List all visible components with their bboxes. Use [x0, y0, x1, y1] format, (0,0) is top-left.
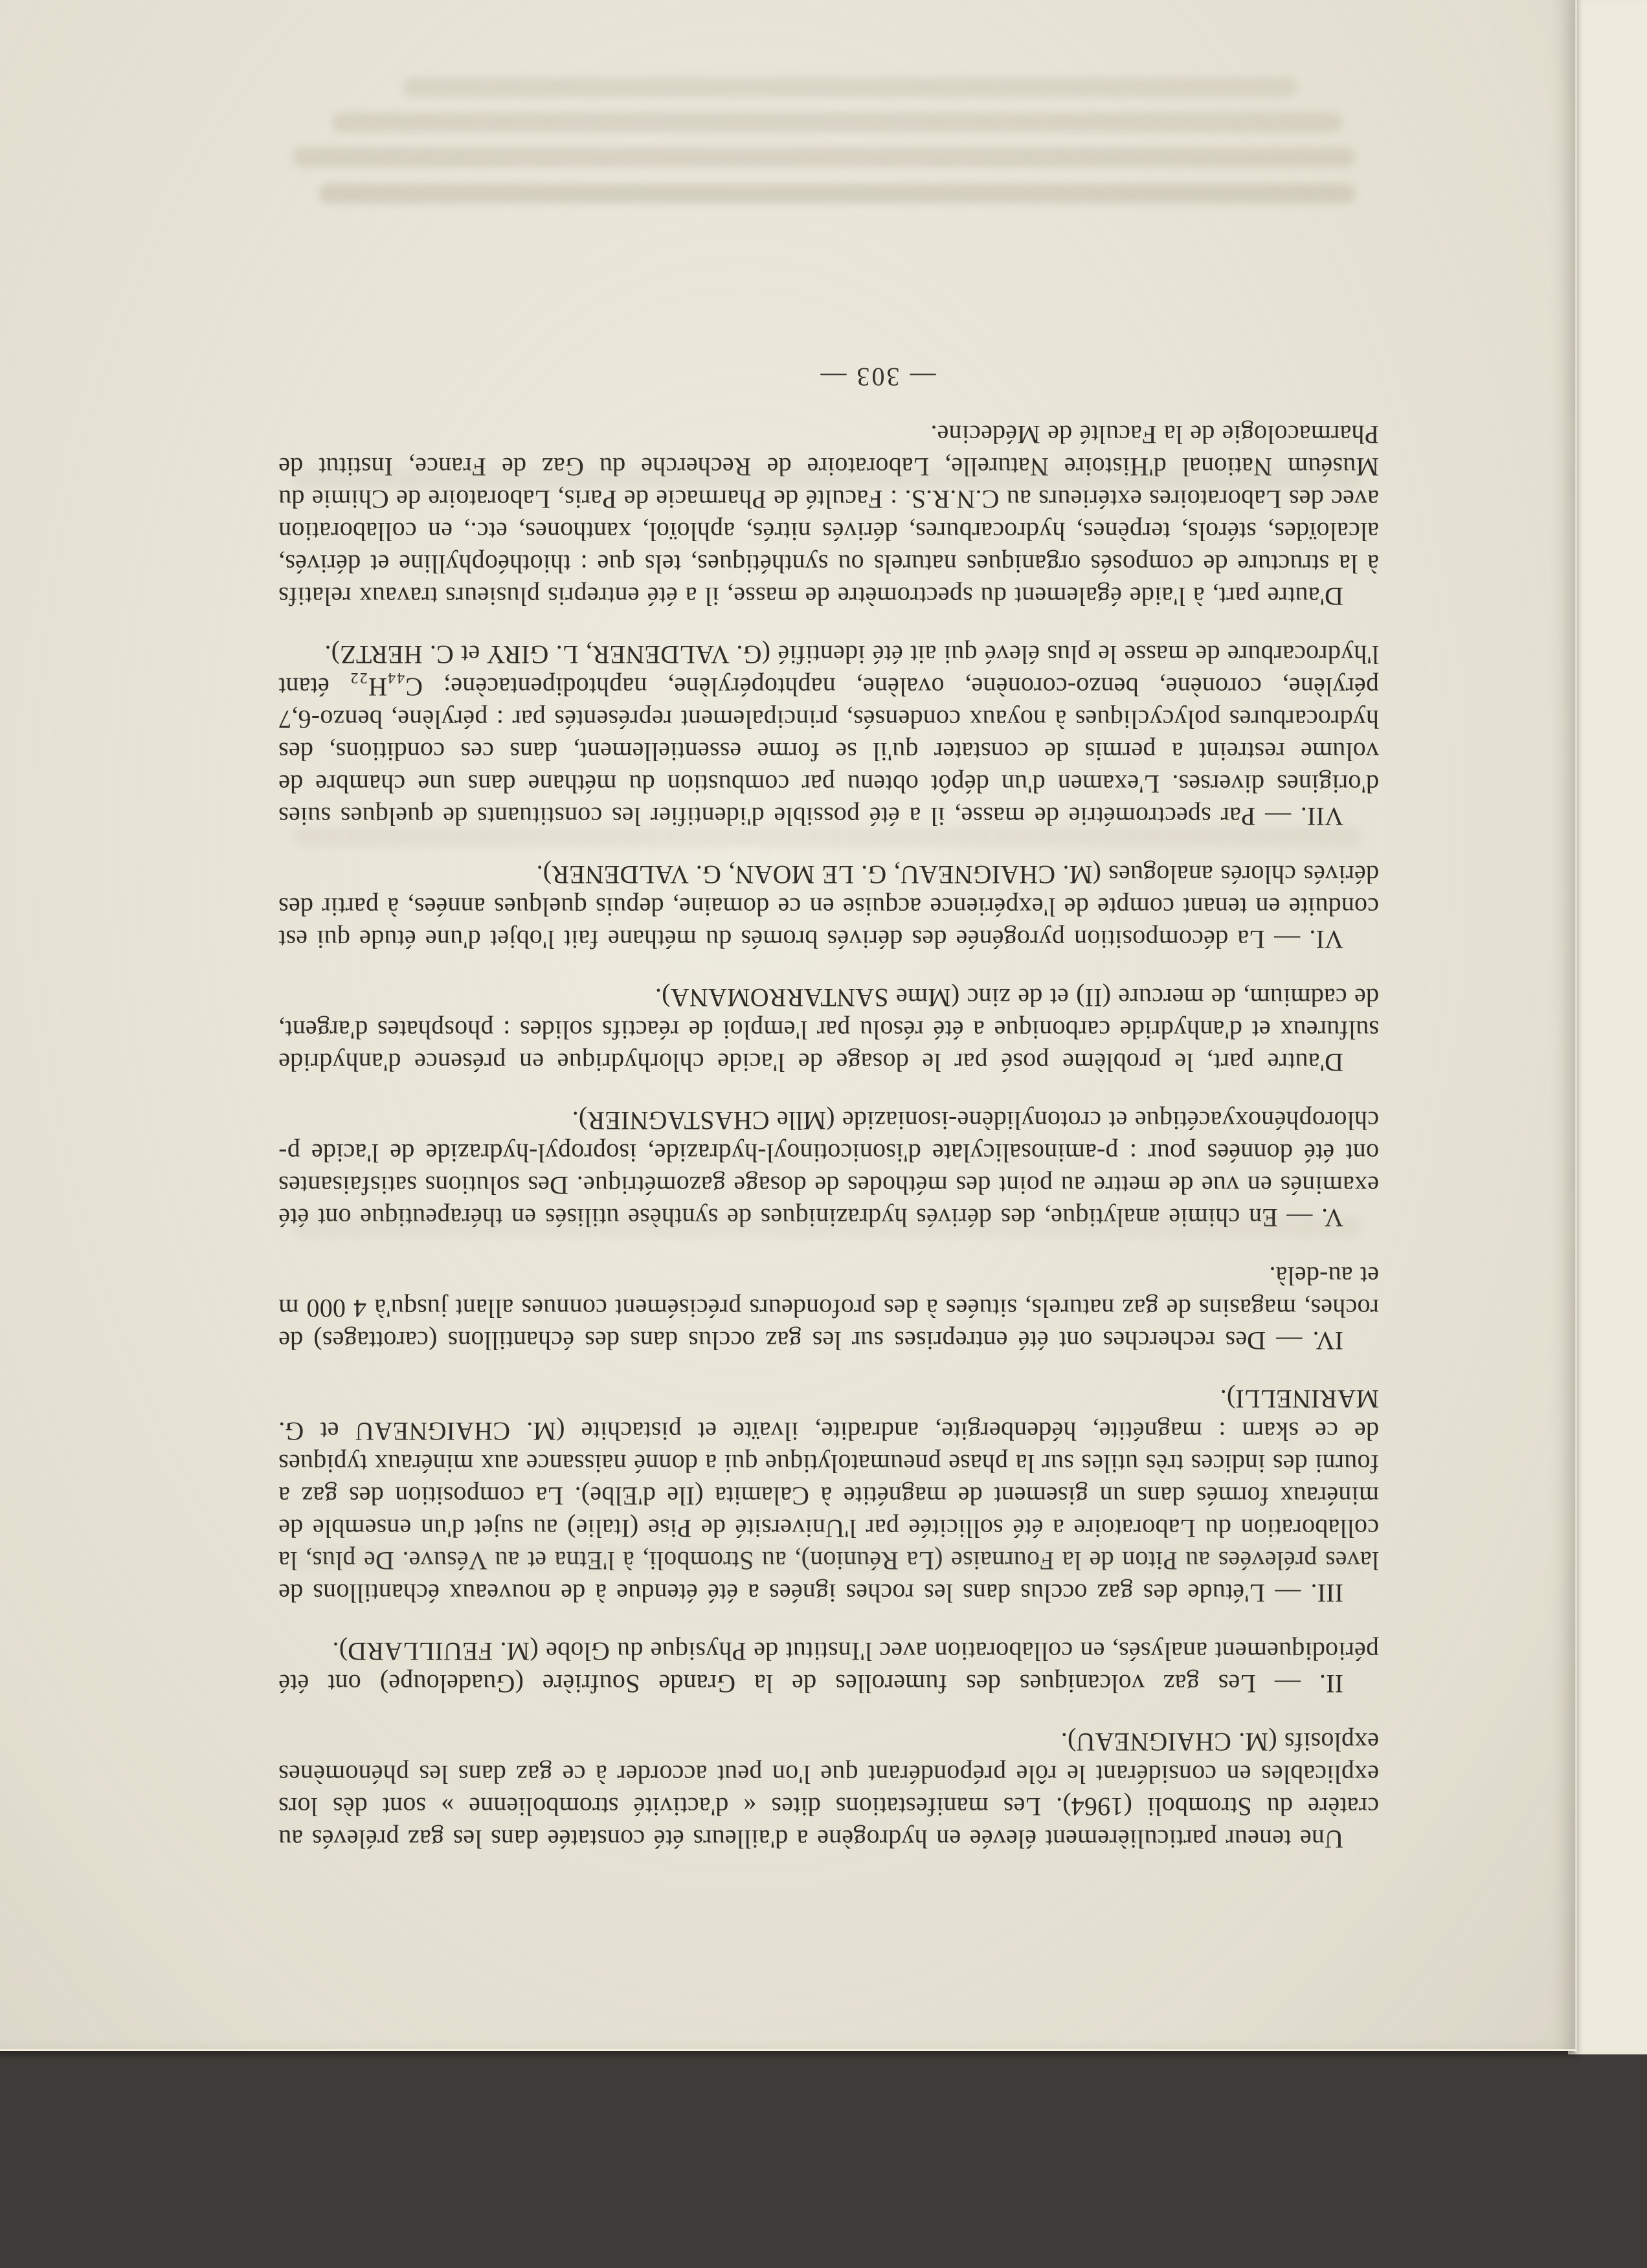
showthrough-ghost-line	[332, 113, 1342, 132]
paragraph-section-vii-bis: D'autre part, à l'aide également du spectromètre de masse, il a été entrepris plusieurs travaux relatifs à la structure de composés organiques naturels ou synthétiques, tels que : thiothéophylline et dérivés, alcaloïdes, stérols, terpènes, hydrocarbures, dérivés nitrés, aphloïol, xanthones, etc., en collaboration avec des Laboratoires extérieurs au C.N.R.S. : Faculté de Pharmacie de Paris, Laboratoire de Chimie du Muséum National d'Histoire Naturelle, Laboratoire de Recherche du Gaz de France, Institut de Pharmacologie de la Faculté de Médecine.	[278, 420, 1379, 611]
paragraph-section-iii: III. — L'étude des gaz occlus dans les roches ignées a été étendue à de nouveaux échantillons de laves prélevées au Piton de la Fournaise (La Réunion), au Stromboli, à l'Etna et au Vésuve. De plus, la collaboration du Laboratoire a été sollicitée par l'Université de Pise (Italie) au sujet d'un ensemble de minéraux formés dans un gisement de magnétite à Calamita (Ile d'Elbe). La composition des gaz a fourni des indices très utiles sur la phase pneumatolytique qui a donné naissance aux minéraux typiques de ce skarn : magnétite, hédenbergite, andradite, ilvaïte et pistachite (M. CHAIGNEAU et G. MARINELLI).	[278, 1384, 1379, 1608]
body-text-block	[278, 362, 1379, 1855]
paragraph-section-vi: VI. — La décomposition pyrogénée des dérivés bromés du méthane fait l'objet d'une étude qui est conduite en tenant compte de l'expérience acquise en ce domaine, depuis quelques années, à partir des dérivés chlorés analogues (M. CHAIGNEAU, G. LE MOAN, G. VALDENER).	[278, 860, 1379, 954]
page-edge-crease	[1575, 0, 1577, 2052]
showthrough-ghost-line	[403, 78, 1297, 97]
underlying-page-edge	[1568, 0, 1647, 2054]
paragraph-section-ii: II. — Les gaz volcaniques des fumerolles de la Grande Soufrière (Guadeloupe) ont été périodiquement analysés, en collaboration avec l'Institut de Physique du Globe (M. FEUILLARD).	[278, 1637, 1379, 1698]
paragraph-section-v: V. — En chimie analytique, des dérivés hydraziniques de synthèse utilisés en thérapeutique ont été examinés en vue de mettre au point des méthodes de dosage gazométrique. Des solutions satisfaisantes ont été données pour : p-aminosalicylate d'isonicotinoyl-hydrazide, isopropyl-hydrazide de l'acide p-chlorophénoxyacétique et crotonylidène-isoniazide (Mlle CHASTAGNIER).	[278, 1106, 1379, 1232]
showthrough-ghost-line	[293, 148, 1355, 167]
paragraph-section-vii: VII. — Par spectrométrie de masse, il a été possible d'identifier les constituants de quelques suies d'origines diverses. L'examen d'un dépôt obtenu par combustion du méthane dans une chambre de volume restreint a permis de constater qu'il se forme essentiellement, dans ces conditions, des hydrocarbures polycycliques à noyaux condensés, principalement représentés par : pérylène, benzo-6,7 pérylène, coronène, benzo-coronène, ovalène, naphtopérylène, naphtodipentacène; C₄₄H₂₂ étant l'hydrocarbure de masse le plus élevé qui ait été identifié (G. VALDENER, L. GIRY et C. HERTZ).	[278, 640, 1379, 831]
paragraph-section-i-continuation: Une teneur particulièrement élevée en hydrogène a d'ailleurs été constatée dans les gaz prélevés au cratère du Stromboli (1964). Les manifestations dites « d'activité strombolienne » sont dès lors explicables en considérant le rôle prépondérant que l'on peut accorder à ce gaz dans les phénomènes explosifs (M. CHAIGNEAU).	[278, 1728, 1379, 1854]
paragraph-section-v-bis: D'autre part, le problème posé par le dosage de l'acide chlorhydrique en présence d'anhydride sulfureux et d'anhydride carbonique a été résolu par l'emploi de réactifs solides : phosphates d'argent, de cadmium, de mercure (II) et de zinc (Mme SANTARROMANA).	[278, 983, 1379, 1077]
paragraph-section-iv: IV. — Des recherches ont été entreprises sur les gaz occlus dans des échantillons (carottages) de roches, magasins de gaz naturels, situées à des profondeurs précisément connues allant jusqu'à 4 000 m et au-delà.	[278, 1262, 1379, 1355]
showthrough-ghost-line	[319, 184, 1355, 203]
page-number: — 303 —	[818, 362, 936, 392]
